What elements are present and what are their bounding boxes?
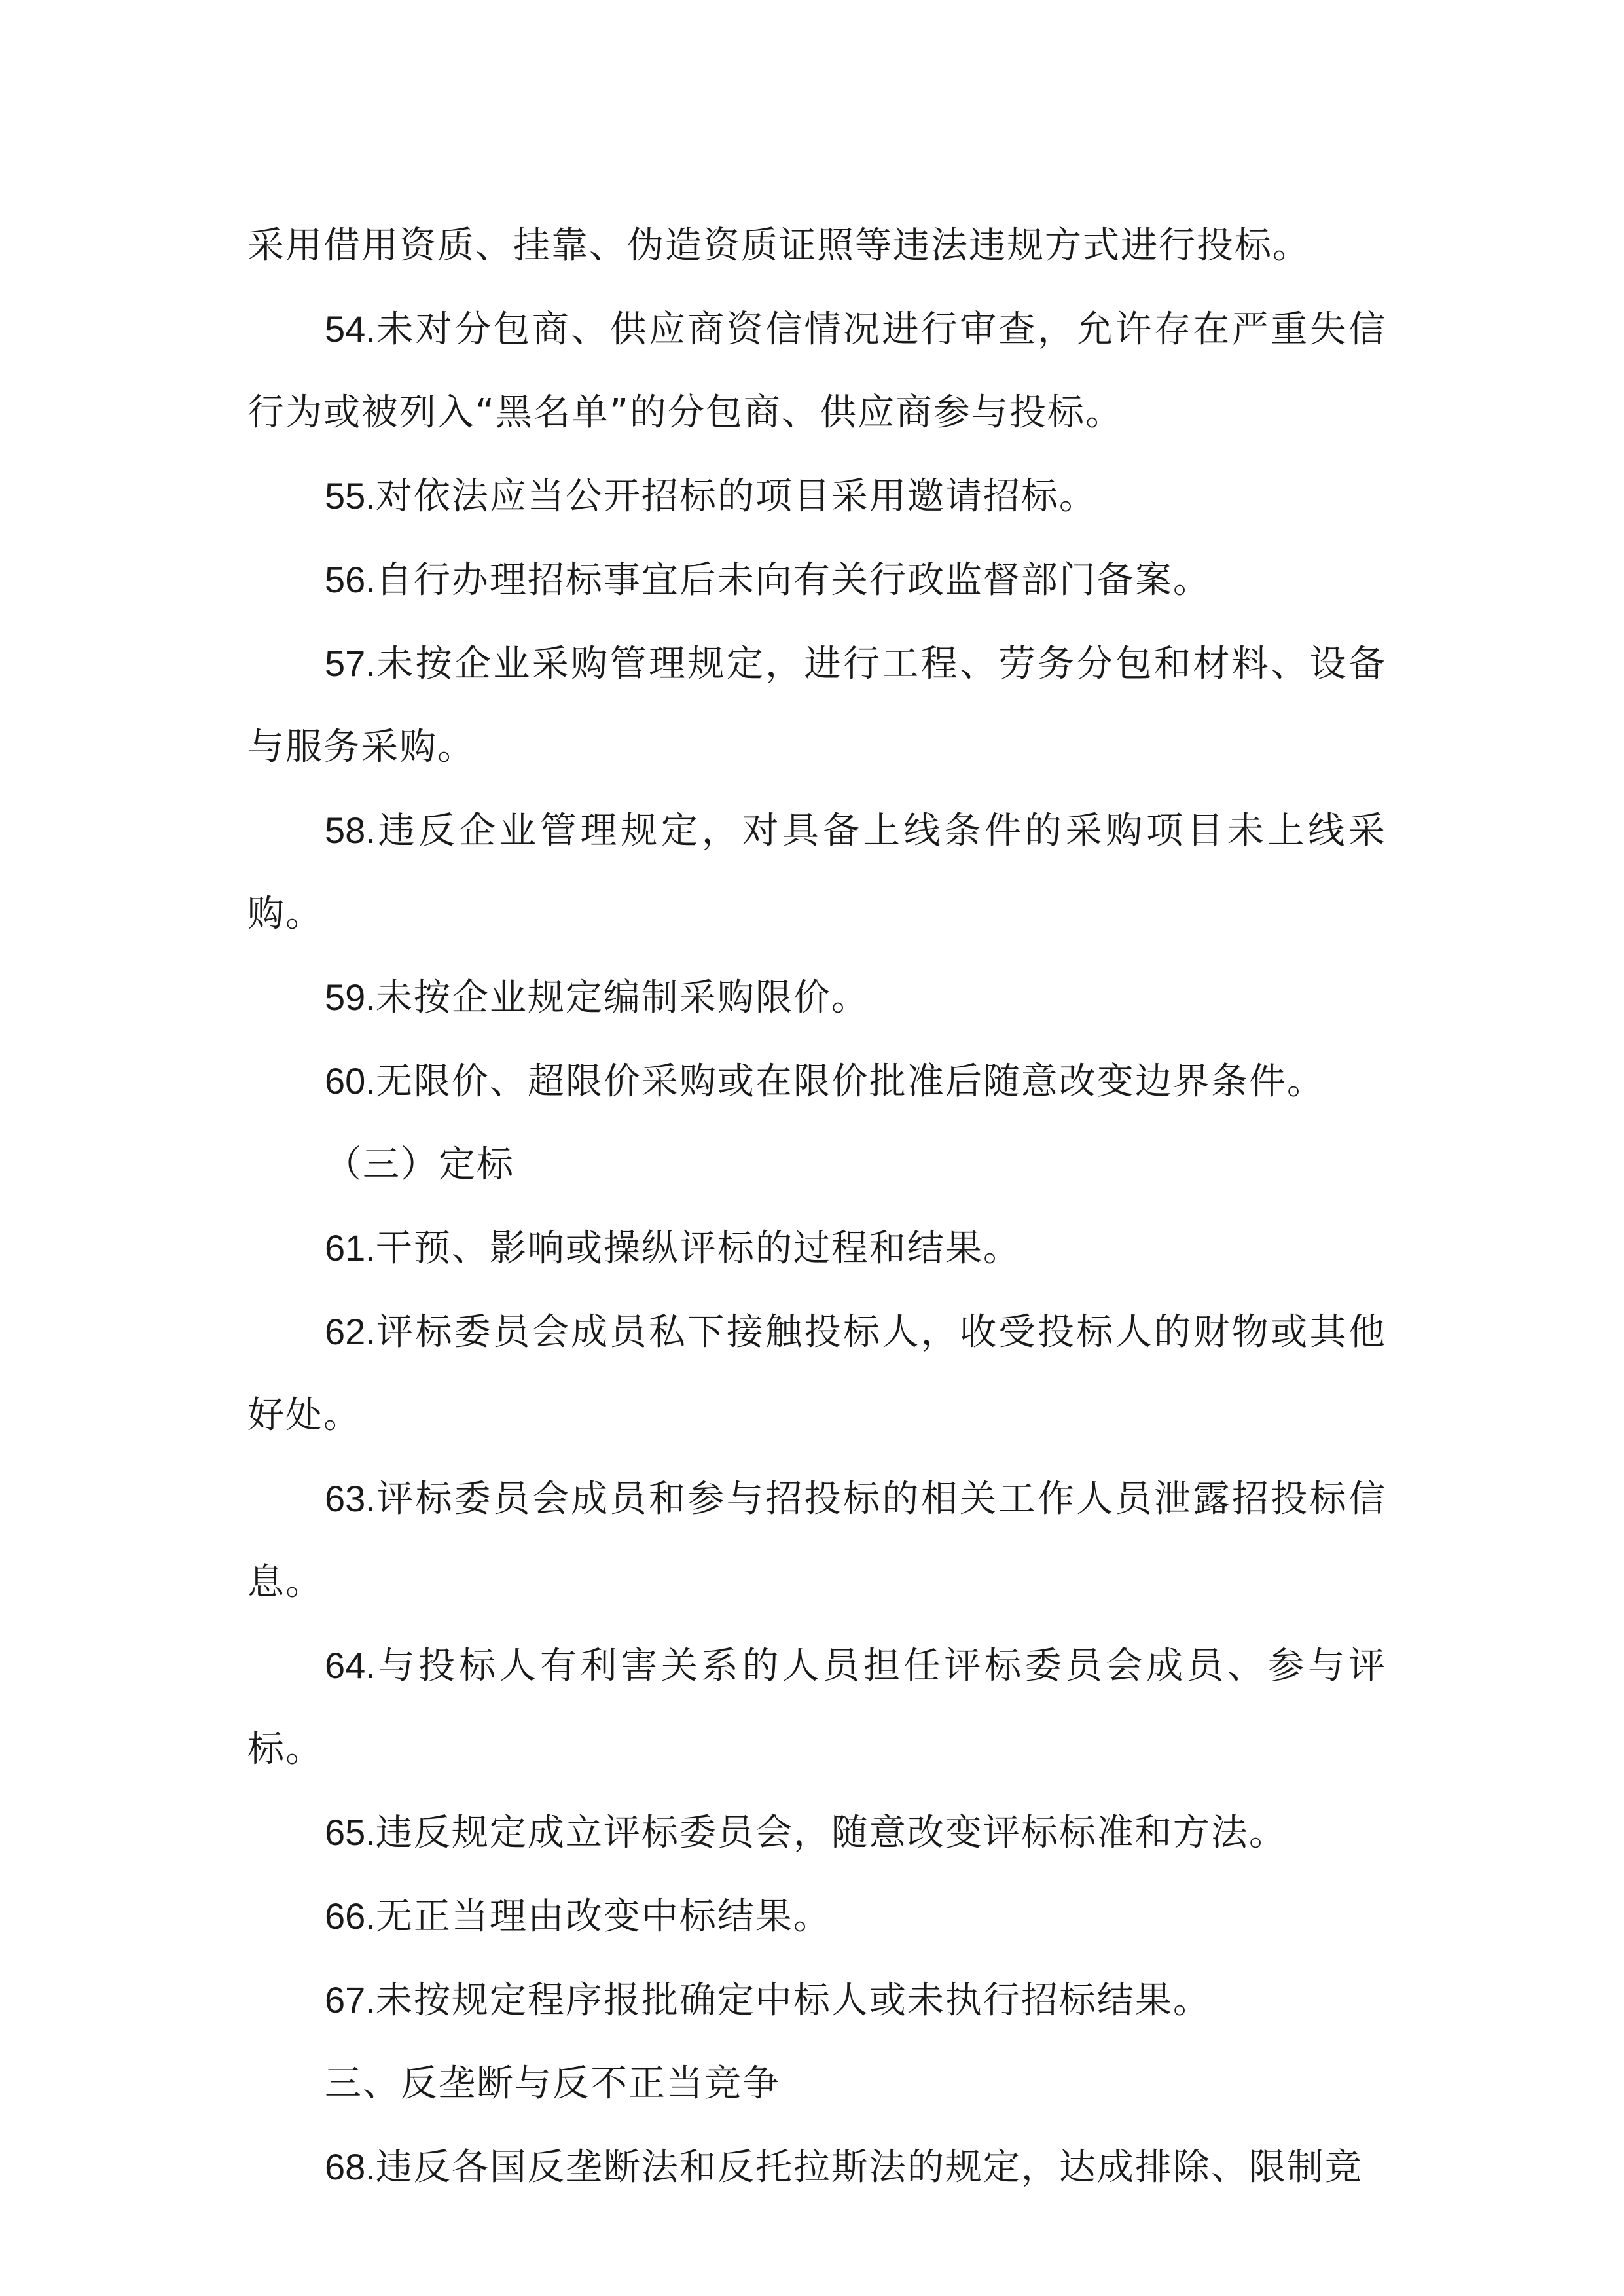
item-number: 56. — [325, 559, 376, 600]
item-text: 无限价、超限价采购或在限价批准后随意改变边界条件。 — [375, 1060, 1325, 1103]
item-text: 评标委员会成员私下接触投标人，收受投标人的财物或其他好处。 — [247, 1311, 1386, 1437]
item-number: 63. — [325, 1478, 376, 1519]
item-number: 65. — [325, 1812, 376, 1853]
item-number: 66. — [325, 1895, 376, 1937]
item-text: 违反企业管理规定，对具备上线条件的采购项目未上线采购。 — [247, 810, 1386, 935]
list-item — [247, 1206, 1386, 1290]
item-number: 60. — [325, 1060, 376, 1102]
item-number: 54. — [325, 308, 376, 350]
heading-text: （三）定标 — [325, 1143, 514, 1186]
item-text: 与投标人有利害关系的人员担任评标委员会成员、参与评标。 — [247, 1645, 1386, 1770]
list-item — [247, 1457, 1386, 1624]
heading-text: 三、反垄断与反不正当竞争 — [325, 2062, 780, 2105]
item-text: 对依法应当公开招标的项目采用邀请招标。 — [375, 475, 1097, 518]
section-heading — [247, 2042, 1386, 2125]
item-text: 违反规定成立评标委员会，随意改变评标标准和方法。 — [375, 1812, 1287, 1854]
item-text: 干预、影响或操纵评标的过程和结果。 — [375, 1227, 1021, 1270]
list-item — [247, 2125, 1386, 2209]
item-number: 62. — [325, 1311, 376, 1352]
list-item — [247, 1791, 1386, 1874]
item-text: 自行办理招标事宜后未向有关行政监督部门备案。 — [375, 559, 1211, 601]
list-item — [247, 287, 1386, 454]
item-number: 68. — [325, 2146, 376, 2187]
item-text: 未按企业规定编制采购限价。 — [375, 977, 869, 1019]
item-text: 评标委员会成员和参与招投标的相关工作人员泄露招投标信息。 — [247, 1478, 1386, 1604]
item-text: 违反各国反垄断法和反托拉斯法的规定，达成排除、限制竞 — [375, 2146, 1363, 2189]
item-number: 57. — [325, 643, 376, 684]
paragraph-text: 采用借用资质、挂靠、伪造资质证照等违法违规方式进行投标。 — [247, 224, 1310, 267]
list-item — [247, 622, 1386, 789]
item-number: 58. — [325, 810, 376, 851]
list-item — [247, 1874, 1386, 1958]
list-item — [247, 789, 1386, 956]
list-item — [247, 1958, 1386, 2042]
item-number: 59. — [325, 977, 376, 1018]
item-text: 未对分包商、供应商资信情况进行审查，允许存在严重失信行为或被列入“黑名单”的分包商、供应商参与投标。 — [247, 308, 1386, 434]
list-item — [247, 1624, 1386, 1791]
item-number: 61. — [325, 1227, 376, 1268]
item-number: 67. — [325, 1979, 376, 2020]
item-number: 55. — [325, 475, 376, 516]
list-item — [247, 956, 1386, 1039]
item-number: 64. — [325, 1645, 376, 1686]
paragraph — [247, 204, 1386, 287]
item-text: 未按企业采购管理规定，进行工程、劳务分包和材料、设备与服务采购。 — [247, 643, 1386, 768]
item-text: 无正当理由改变中标结果。 — [375, 1895, 831, 1938]
item-text: 未按规定程序报批确定中标人或未执行招标结果。 — [375, 1979, 1211, 2022]
section-heading — [247, 1123, 1386, 1206]
list-item — [247, 1039, 1386, 1123]
list-item — [247, 454, 1386, 538]
list-item — [247, 538, 1386, 622]
list-item — [247, 1290, 1386, 1457]
document-body — [247, 204, 1386, 2209]
